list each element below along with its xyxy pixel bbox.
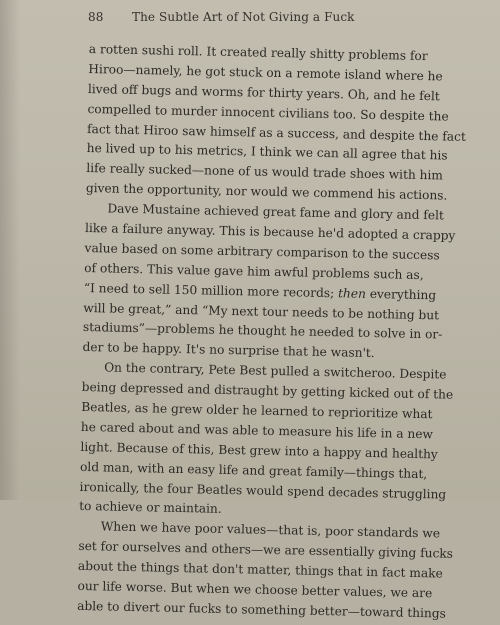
text-line: about the things that don't matter, things that in fact make: [77, 559, 443, 581]
text-line: will be great,” and “My next tour needs to be nothing but: [83, 300, 440, 322]
text-line: our life worse. But when we choose better values, we are: [77, 578, 433, 601]
text-line: lived off bugs and worms for thirty years. Oh, and he felt: [87, 81, 440, 104]
text-line: stadiums”—problems he thought he needed to solve in or-: [82, 320, 443, 342]
text-line: ironically, the four Beatles would spend decades struggling: [79, 479, 447, 502]
page-body-text: [77, 40, 499, 625]
text-line: der to be happy. It's no surprise that he wasn't.: [82, 340, 375, 361]
text-line: able to divert our fucks to something better—toward things: [77, 598, 447, 621]
text-line: fact that Hiroo saw himself as a success, and despite the fact: [86, 121, 466, 144]
text-line: he cared about and was able to measure his life in a new: [80, 419, 434, 442]
page-gutter-shadow: [0, 0, 20, 500]
text-line: like a failure anyway. This is because he'd adopted a crappy: [84, 220, 456, 243]
running-header: [88, 10, 498, 30]
running-title: The Subtle Art of Not Giving a Fuck: [132, 10, 355, 24]
page-number: 88: [88, 10, 104, 24]
text-line: to achieve or maintain.: [79, 499, 222, 517]
text-line: old man, with an easy life and great family—things that,: [79, 459, 428, 481]
text-fragment: “I need to sell 150 million more records;: [83, 280, 339, 300]
text-line: light. Because of this, Best grew into a happy and healthy: [80, 439, 438, 462]
text-line: given the opportunity, nor would we commend his actions.: [85, 181, 448, 203]
text-line: of others. This value gave him awful problems such as,: [84, 260, 424, 282]
text-line: life really sucked—none of us would trade shoes with him: [86, 161, 444, 183]
text-line: Beatles, as he grew older he learned to reprioritize what: [81, 399, 433, 422]
text-line: Dave Mustaine achieved great fame and glory and felt: [107, 201, 444, 223]
text-line: On the contrary, Pete Best pulled a switcheroo. Despite: [103, 360, 447, 382]
text-line: value based on some arbitrary comparison to the success: [84, 240, 440, 263]
text-line: When we have poor values—that is, poor standards we: [100, 519, 441, 541]
text-line: a rotten sushi roll. It created really shitty problems for: [88, 41, 428, 64]
text-line: compelled to murder innocent civilians too. So despite the: [87, 101, 449, 124]
text-line: he lived up to his metrics, I think we can all agree that his: [86, 141, 448, 163]
text-line: Hiroo—namely, he got stuck on a remote island where he: [88, 61, 443, 84]
text-line: being depressed and distraught by getting kicked out of the: [81, 380, 454, 402]
text-fragment: everything: [365, 286, 437, 303]
italic-word: then: [337, 285, 367, 301]
text-line: set for ourselves and others—we are essentially giving fucks: [78, 539, 454, 561]
